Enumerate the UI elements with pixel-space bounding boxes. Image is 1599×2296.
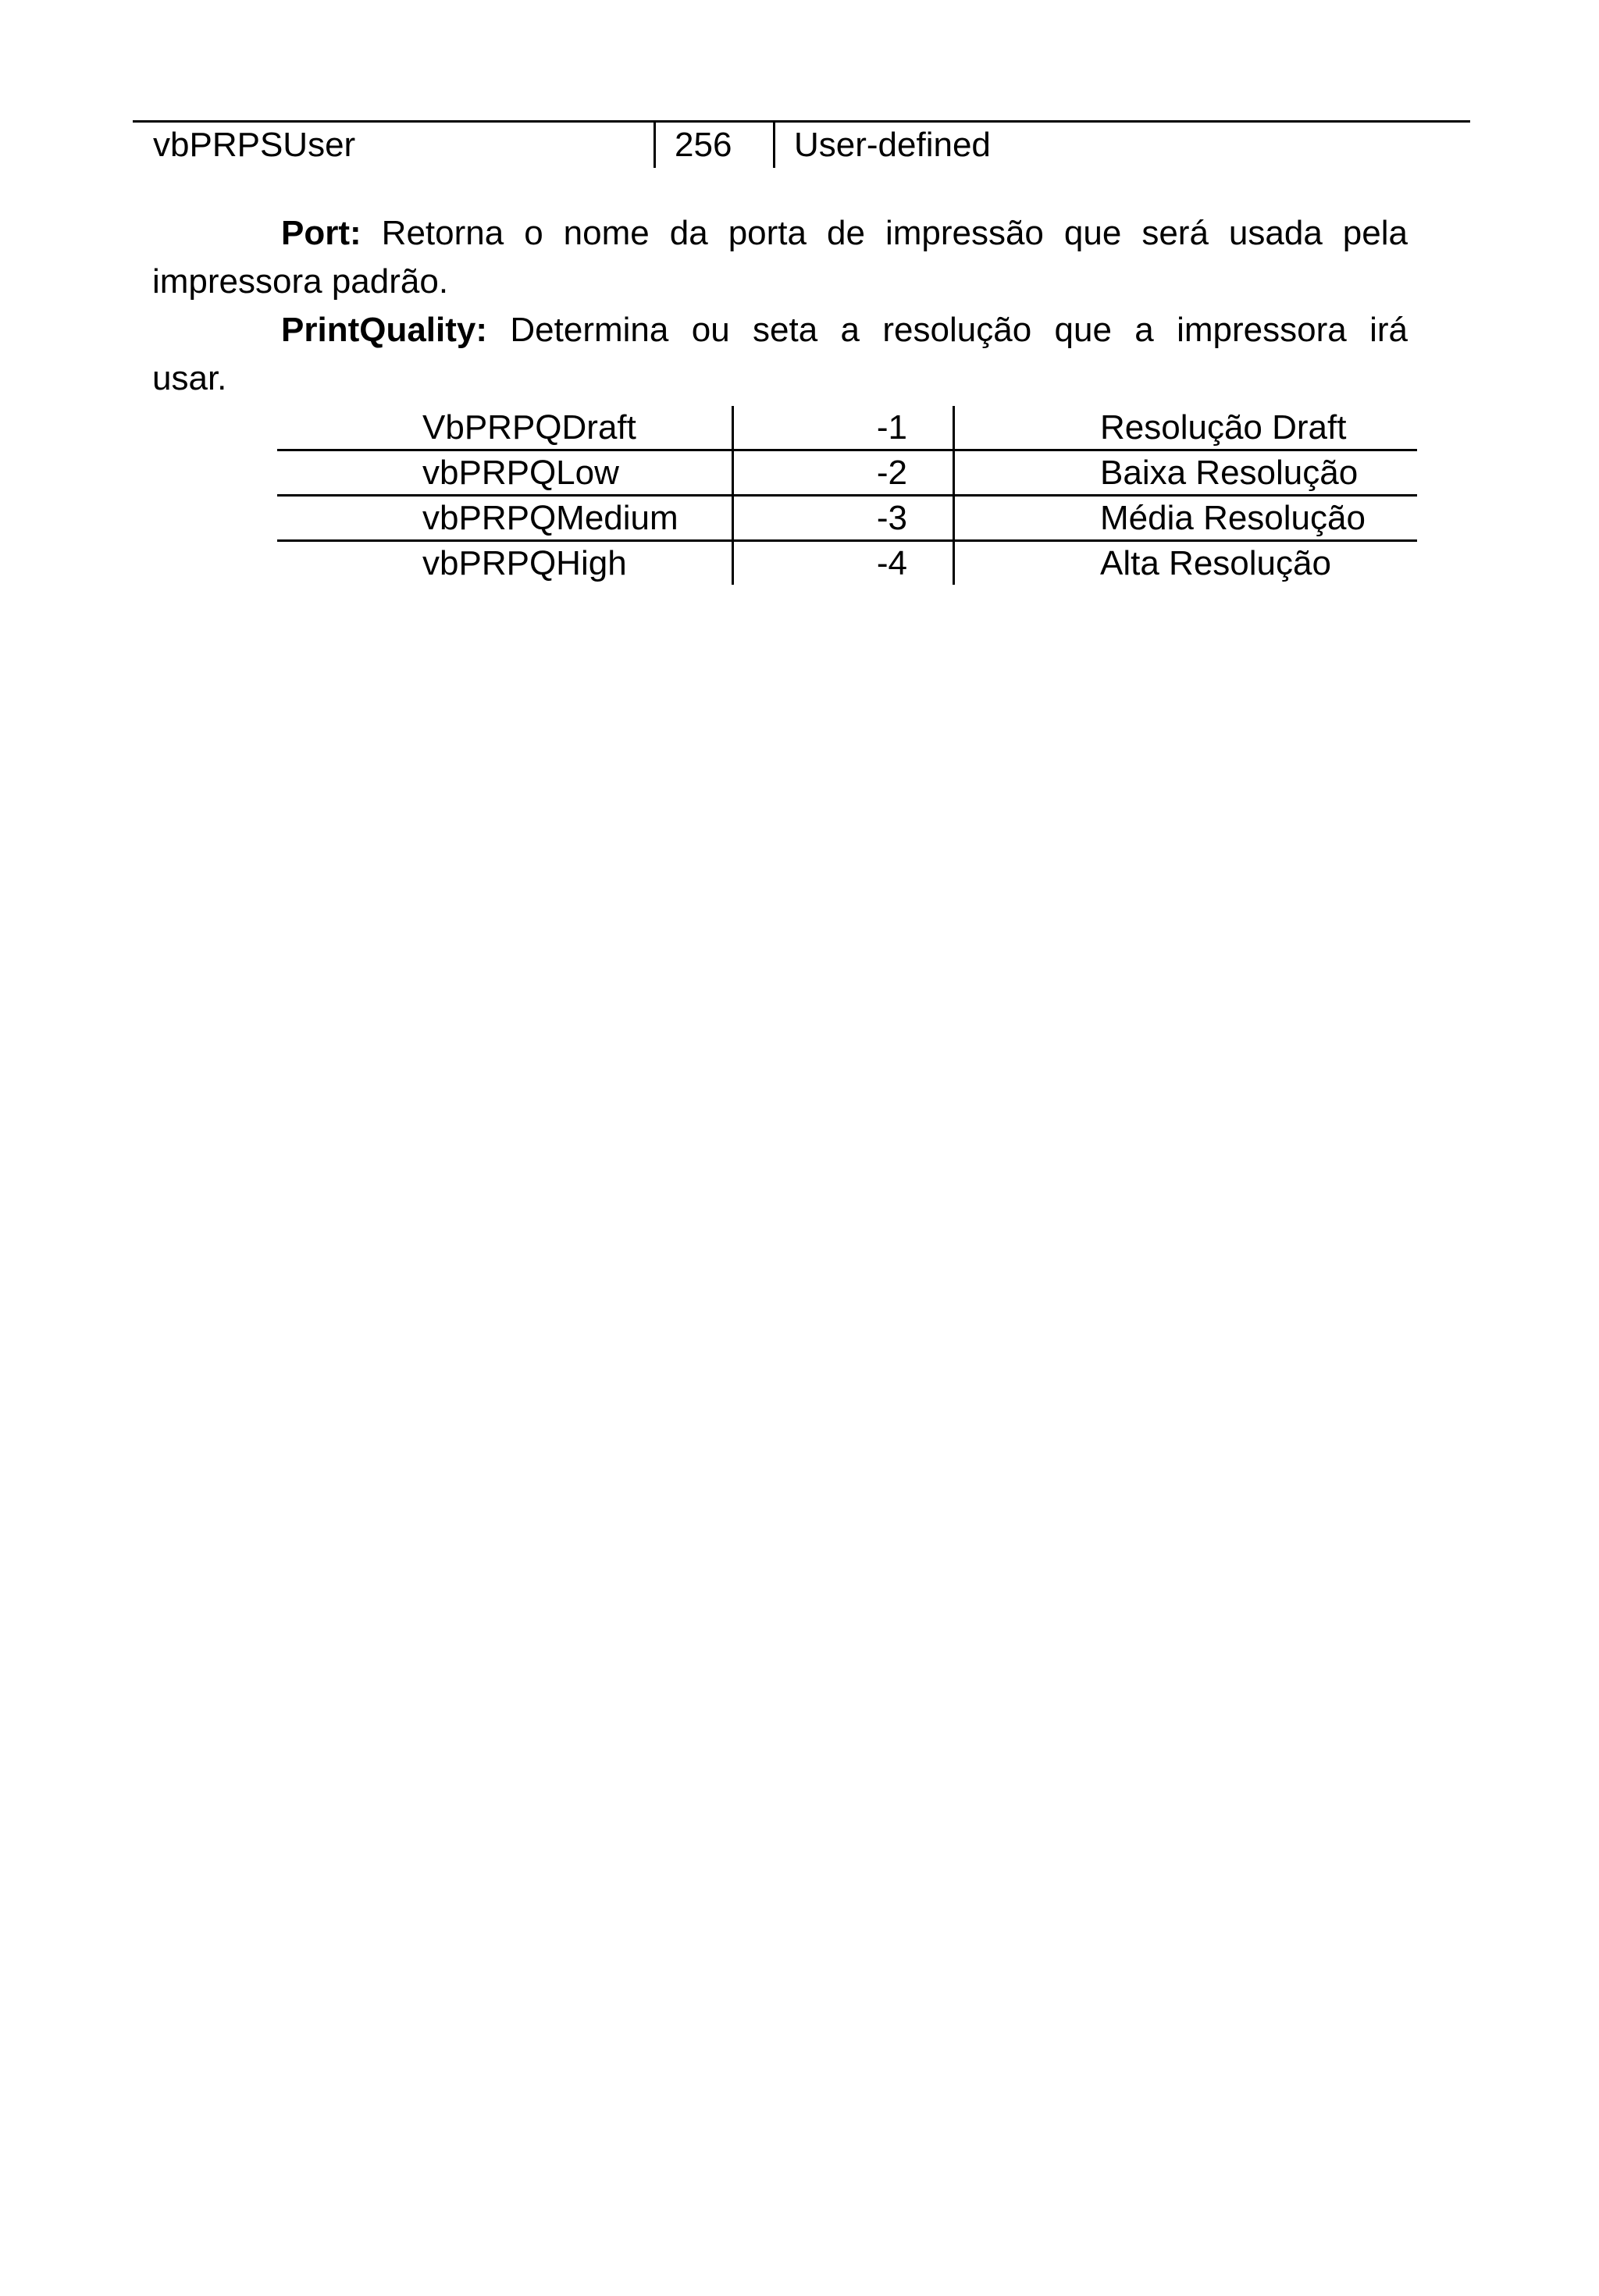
table-row xyxy=(277,451,1417,497)
table-cell-value: -2 xyxy=(732,451,953,494)
table-cell-value: 256 xyxy=(653,123,732,168)
port-text-line-2: impressora padrão. xyxy=(152,262,449,301)
table-cell-description: Alta Resolução xyxy=(953,542,1417,585)
port-paragraph-line-1 xyxy=(152,209,1408,258)
table-cell-value: -3 xyxy=(732,497,953,539)
table-cell-description: User-defined xyxy=(773,123,991,168)
port-paragraph xyxy=(152,209,1408,306)
printquality-text-line-1: Determina ou seta a resolução que a impressora irá xyxy=(510,311,1408,349)
table-cell-constant: vbPRPQLow xyxy=(422,454,619,492)
printquality-text-line-2: usar. xyxy=(152,359,227,397)
table-cell-constant: vbPRPQHigh xyxy=(422,544,627,582)
resolution-table xyxy=(277,406,1417,585)
printquality-term: PrintQuality: xyxy=(281,311,488,349)
port-text-line-1: Retorna o nome da porta de impressão que será usada pela xyxy=(381,214,1408,252)
printquality-paragraph-line-1 xyxy=(152,306,1408,354)
table-cell-constant: vbPRPQMedium xyxy=(422,499,678,537)
table-cell-description: Baixa Resolução xyxy=(953,451,1417,494)
table-cell-constant: VbPRPQDraft xyxy=(422,408,636,447)
table-row xyxy=(277,497,1417,542)
printquality-paragraph xyxy=(152,306,1408,403)
table-row xyxy=(277,406,1417,451)
table-cell-description: Resolução Draft xyxy=(953,406,1417,449)
port-term: Port: xyxy=(281,214,361,252)
table-row xyxy=(277,542,1417,585)
paper-size-table-continuation xyxy=(133,120,1470,168)
table-cell-value: -1 xyxy=(732,406,953,449)
table-cell-value: -4 xyxy=(732,542,953,585)
table-cell-description: Média Resolução xyxy=(953,497,1417,539)
table-cell-constant: vbPRPSUser xyxy=(153,126,356,164)
